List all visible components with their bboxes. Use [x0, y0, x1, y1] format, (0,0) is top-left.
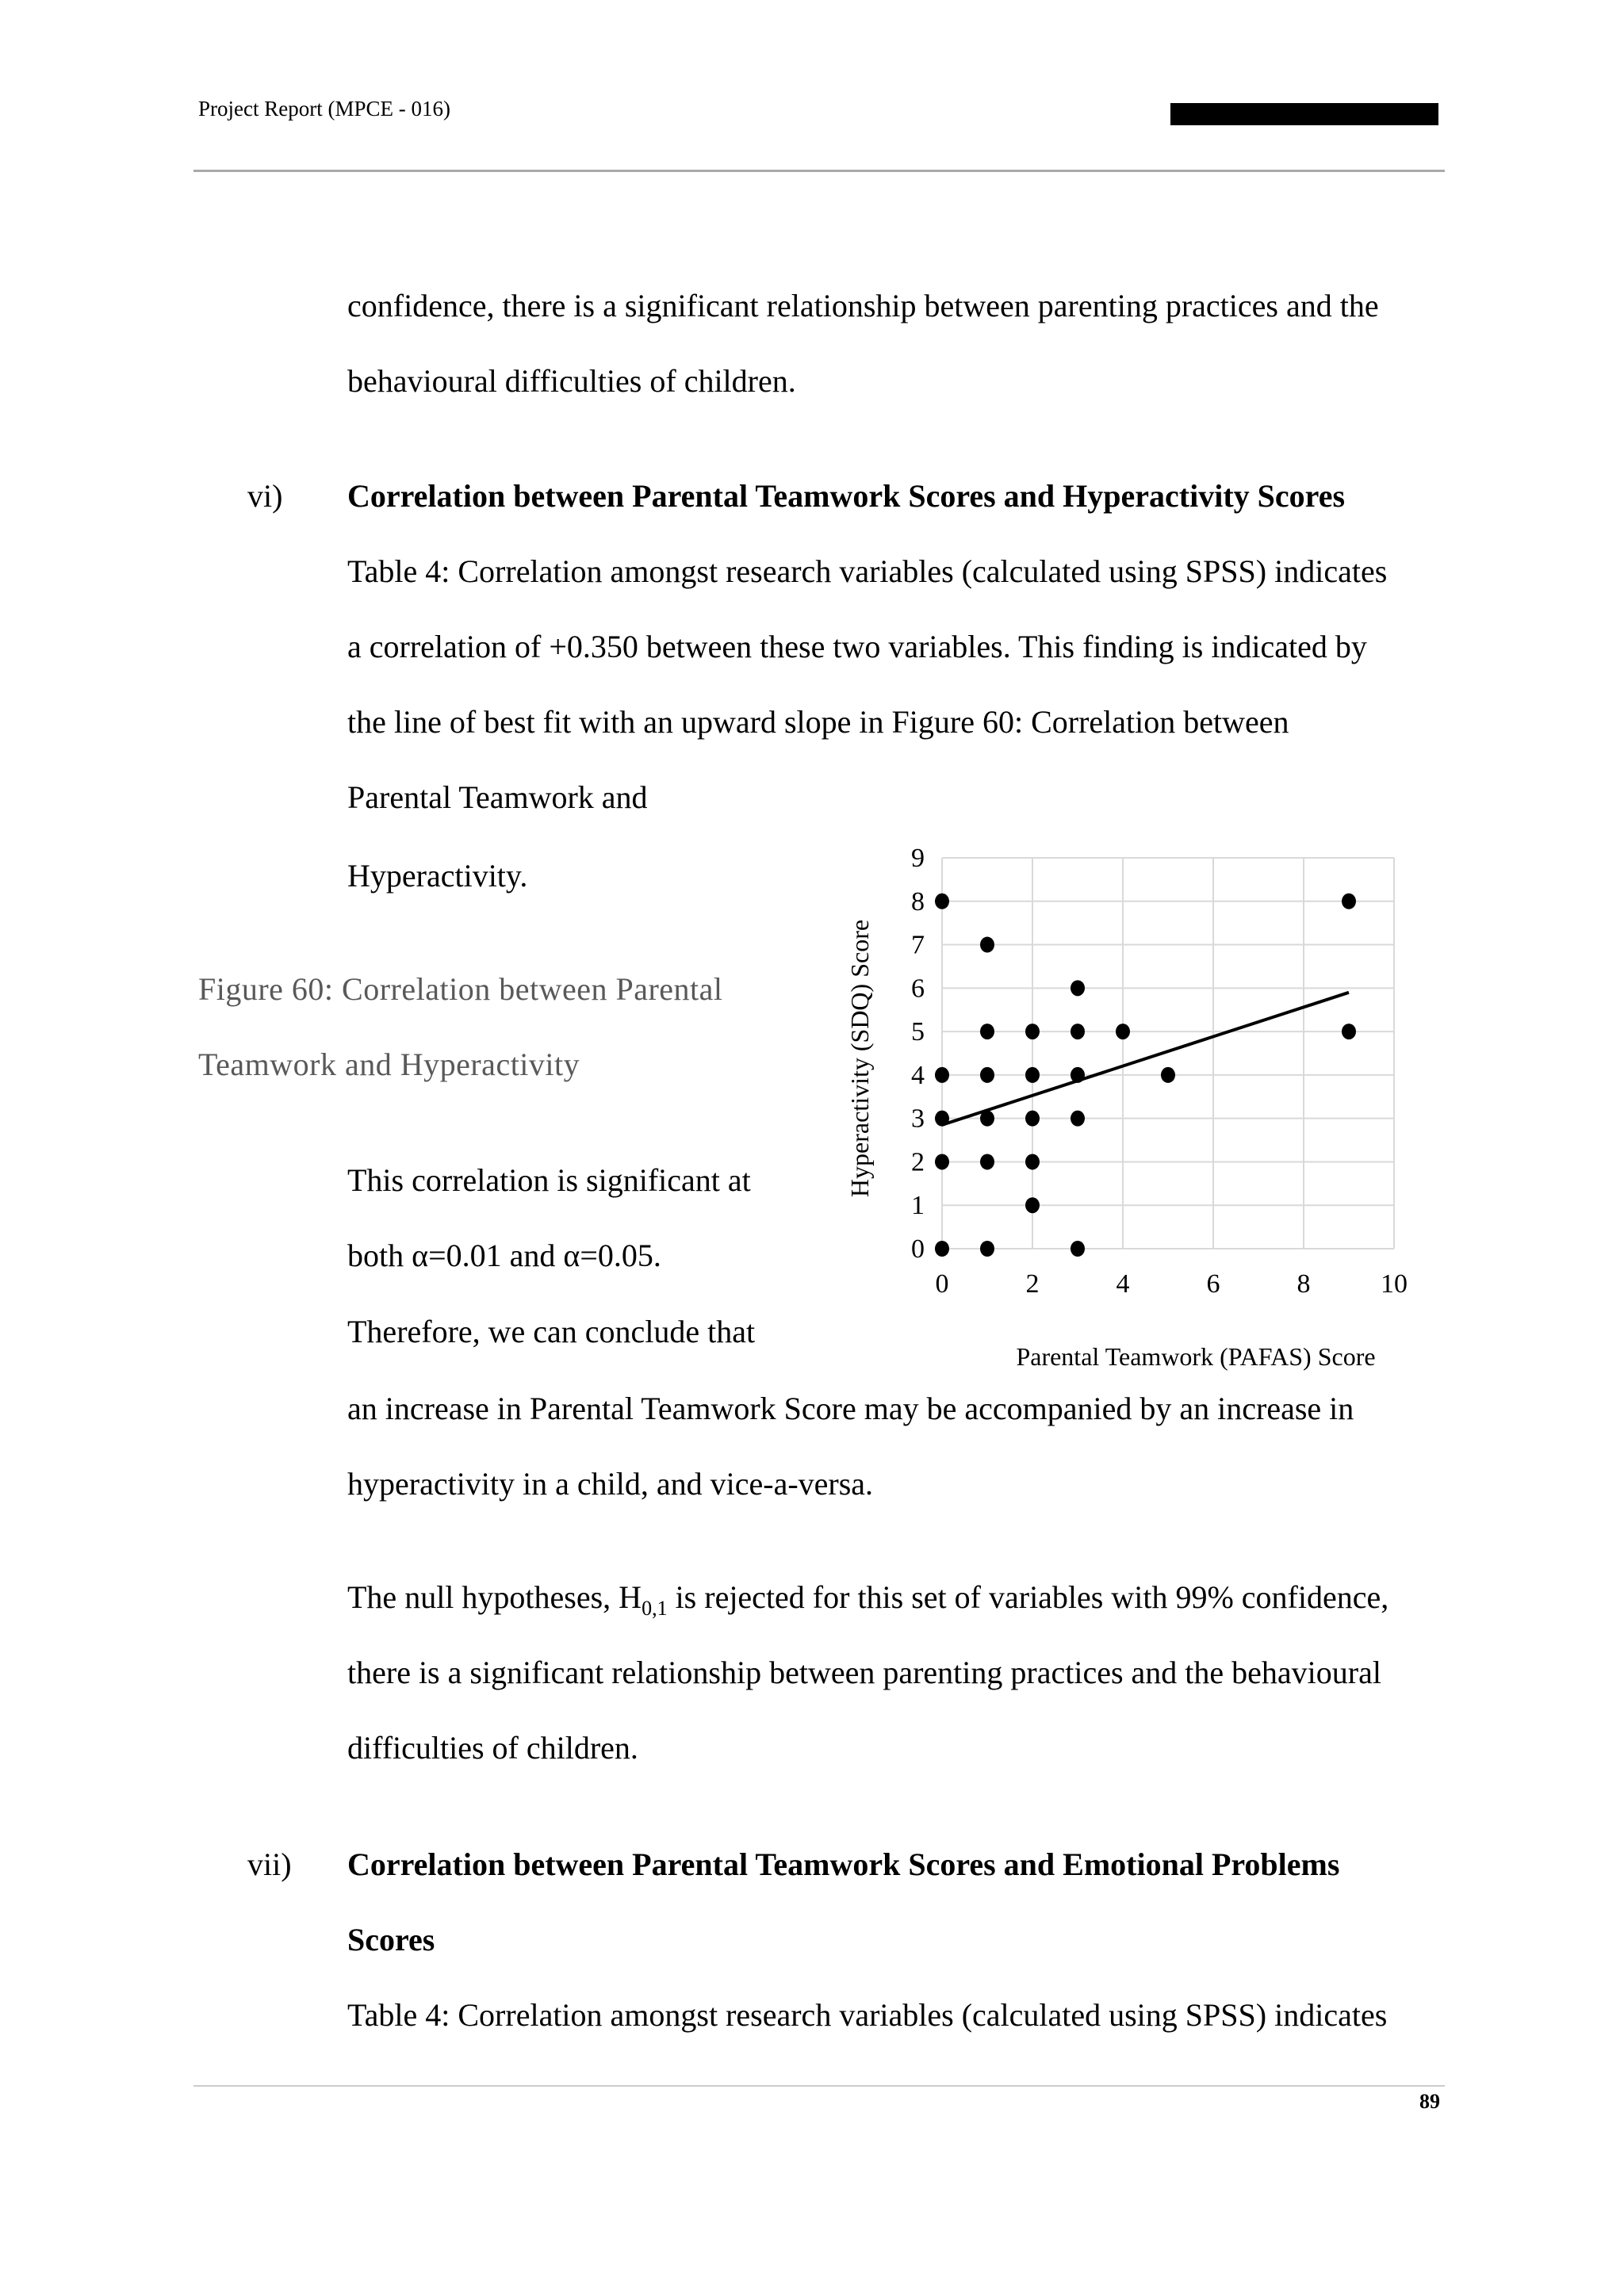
paragraph-line: Table 4: Correlation amongst research variables (calculated using SPSS) indicates — [347, 1997, 1388, 2033]
x-tick-label: 2 — [1025, 1269, 1040, 1299]
paragraph-line: This correlation is significant at — [347, 1162, 751, 1198]
figure-caption: Teamwork and Hyperactivity — [198, 1047, 580, 1082]
paragraph-line: the line of best fit with an upward slope in Figure 60: Correlation between — [347, 704, 1289, 740]
figure-caption: Figure 60: Correlation between Parental — [198, 971, 723, 1007]
y-tick-label: 9 — [911, 844, 925, 873]
data-point — [980, 1024, 994, 1039]
data-point — [1025, 1067, 1040, 1083]
data-point — [1071, 980, 1085, 996]
y-tick-label: 7 — [911, 930, 925, 960]
x-axis-label: Parental Teamwork (PAFAS) Score — [1016, 1342, 1376, 1371]
redacted-block — [1170, 103, 1438, 125]
y-tick-label: 4 — [911, 1060, 925, 1090]
data-point — [980, 1154, 994, 1169]
y-tick-label: 3 — [911, 1104, 925, 1134]
y-tick-label: 1 — [911, 1191, 925, 1221]
data-point — [935, 1067, 949, 1083]
data-point — [980, 1111, 994, 1127]
page-number: 89 — [1419, 2090, 1440, 2113]
data-point — [1342, 1024, 1356, 1039]
section-heading: Scores — [347, 1922, 435, 1957]
data-point — [1342, 894, 1356, 909]
paragraph-line — [347, 1578, 1388, 1621]
data-point — [980, 1241, 994, 1257]
data-point — [1071, 1111, 1085, 1127]
data-point — [1025, 1197, 1040, 1213]
data-point — [1071, 1241, 1085, 1257]
section-heading: Correlation between Parental Teamwork Scores and Emotional Problems — [347, 1846, 1340, 1882]
data-point — [935, 1241, 949, 1257]
paragraph-line: Hyperactivity. — [347, 858, 528, 894]
x-tick-label: 6 — [1206, 1269, 1220, 1299]
x-tick-label: 4 — [1116, 1269, 1130, 1299]
section-heading: Correlation between Parental Teamwork Scores and Hyperactivity Scores — [347, 478, 1346, 514]
y-tick-label: 0 — [911, 1234, 925, 1264]
data-point — [1116, 1024, 1130, 1039]
data-point — [935, 1111, 949, 1127]
paragraph-line: an increase in Parental Teamwork Score may be accompanied by an increase in — [347, 1391, 1354, 1426]
y-tick-label: 2 — [911, 1147, 925, 1177]
text: is rejected for this set of variables with 99% confidence, — [667, 1579, 1389, 1615]
paragraph-line: hyperactivity in a child, and vice-a-versa. — [347, 1466, 874, 1502]
footer-divider — [193, 2085, 1445, 2087]
section-number: vii) — [247, 1846, 292, 1882]
data-point — [935, 894, 949, 909]
paragraph-line: Therefore, we can conclude that — [347, 1314, 756, 1349]
y-tick-label: 8 — [911, 886, 925, 916]
paragraph-line: Table 4: Correlation amongst research variables (calculated using SPSS) indicates — [347, 553, 1388, 589]
header-divider — [193, 170, 1445, 172]
scatter-chart — [825, 825, 1411, 1380]
y-tick-label: 5 — [911, 1017, 925, 1047]
text: The null hypotheses, H — [347, 1579, 642, 1615]
paragraph-line: there is a significant relationship between parenting practices and the behavioural — [347, 1655, 1381, 1690]
x-tick-label: 10 — [1381, 1269, 1408, 1299]
header-title: Project Report (MPCE - 016) — [198, 97, 450, 121]
data-point — [1025, 1024, 1040, 1039]
paragraph-line: both α=0.01 and α=0.05. — [347, 1238, 661, 1273]
paragraph-line: confidence, there is a significant relationship between parenting practices and the — [347, 288, 1379, 323]
paragraph-line: Parental Teamwork and — [347, 779, 648, 815]
data-point — [1071, 1067, 1085, 1083]
subscript: 0,1 — [642, 1597, 668, 1620]
data-point — [1071, 1024, 1085, 1039]
section-number: vi) — [247, 478, 283, 514]
data-point — [980, 937, 994, 953]
paragraph-line: behavioural difficulties of children. — [347, 363, 796, 399]
trendline — [942, 993, 1349, 1125]
y-axis-label: Hyperactivity (SDQ) Score — [845, 919, 874, 1198]
paragraph-line: difficulties of children. — [347, 1730, 638, 1766]
data-point — [1025, 1154, 1040, 1169]
paragraph-line: a correlation of +0.350 between these two variables. This finding is indicated by — [347, 629, 1367, 664]
data-point — [1161, 1067, 1175, 1083]
x-tick-label: 8 — [1297, 1269, 1311, 1299]
data-point — [935, 1154, 949, 1169]
y-tick-label: 6 — [911, 974, 925, 1004]
x-tick-label: 0 — [935, 1269, 949, 1299]
data-point — [1025, 1111, 1040, 1127]
data-point — [980, 1067, 994, 1083]
